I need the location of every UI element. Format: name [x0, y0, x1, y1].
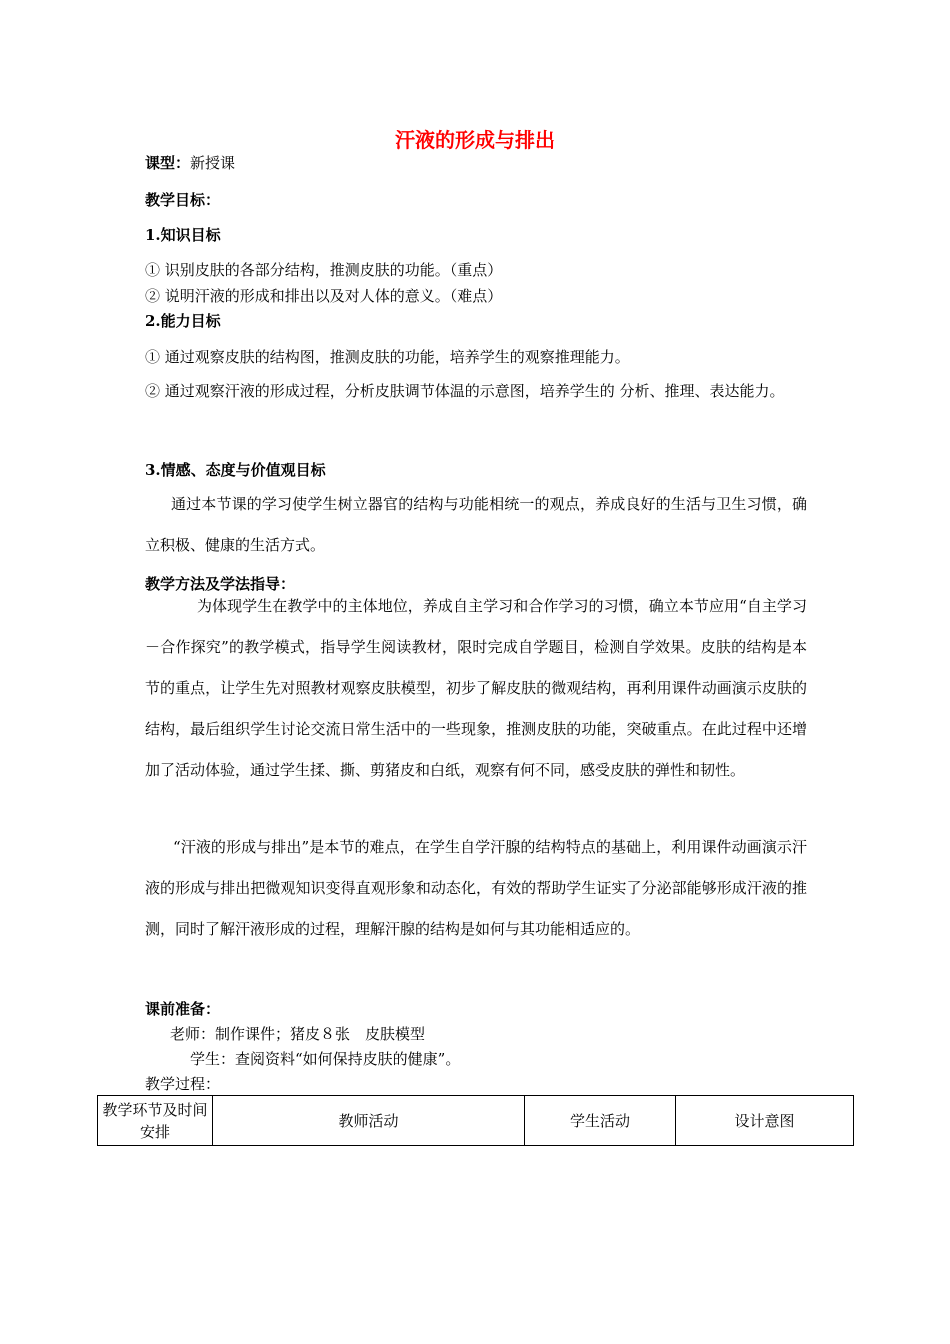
emotion-heading: 3.情感、态度与价值观目标	[145, 461, 326, 479]
column-header-teacher: 教师活动	[213, 1096, 525, 1146]
ability-item-1: ① 通过观察皮肤的结构图，推测皮肤的功能，培养学生的观察推理能力。	[145, 348, 630, 366]
ability-heading: 2.能力目标	[145, 312, 221, 330]
objectives-heading: 教学目标：	[145, 191, 221, 209]
lesson-type	[145, 152, 235, 173]
column-header-student: 学生活动	[525, 1096, 676, 1146]
table-header-row	[98, 1096, 854, 1146]
process-heading: 教学过程：	[145, 1075, 221, 1093]
page-title: 汗液的形成与排出	[395, 128, 555, 152]
knowledge-item-2: ② 说明汗液的形成和排出以及对人体的意义。（难点）	[145, 287, 503, 305]
lesson-type-label: 课型：	[145, 154, 191, 172]
column-header-stage: 教学环节及时间安排	[98, 1096, 213, 1146]
column-header-design: 设计意图	[676, 1096, 854, 1146]
preparation-heading: 课前准备：	[145, 1000, 221, 1018]
preparation-teacher: 老师：制作课件；猪皮８张 皮肤模型	[170, 1025, 426, 1043]
emotion-text: 通过本节课的学习使学生树立器官的结构与功能相统一的观点，养成良好的生活与卫生习惯，确立积极、健康的生活方式。	[145, 495, 807, 554]
methods-paragraph-2: “汗液的形成与排出”是本节的难点，在学生自学汗腺的结构特点的基础上，利用课件动画演示汗液的形成与排出把微观知识变得直观形象和动态化，有效的帮助学生证实了分泌部能够形成汗液的推测，同时了解汗液形成的过程，理解汗腺的结构是如何与其功能相适应的。	[145, 838, 807, 938]
lesson-type-value: 新授课	[190, 154, 236, 172]
methods-heading: 教学方法及学法指导：	[145, 575, 296, 593]
knowledge-heading: 1.知识目标	[145, 226, 221, 244]
process-table	[97, 1095, 854, 1146]
methods-paragraph-1: 为体现学生在教学中的主体地位，养成自主学习和合作学习的习惯，确立本节应用“自主学习－合作探究”的教学模式，指导学生阅读教材，限时完成自学题目，检测自学效果。皮肤的结构是本节的重点，让学生先对照教材观察皮肤模型，初步了解皮肤的微观结构，再利用课件动画演示皮肤的结构，最后组织学生讨论交流日常生活中的一些现象，推测皮肤的功能，突破重点。在此过程中还增加了活动体验，通过学生揉、撕、剪猪皮和白纸，观察有何不同，感受皮肤的弹性和韧性。	[145, 597, 807, 779]
knowledge-item-1: ① 识别皮肤的各部分结构，推测皮肤的功能。（重点）	[145, 261, 503, 279]
ability-item-2: ② 通过观察汗液的形成过程，分析皮肤调节体温的示意图，培养学生的 分析、推理、表达能力。	[145, 382, 785, 400]
preparation-student: 学生：查阅资料“如何保持皮肤的健康”。	[190, 1050, 461, 1068]
